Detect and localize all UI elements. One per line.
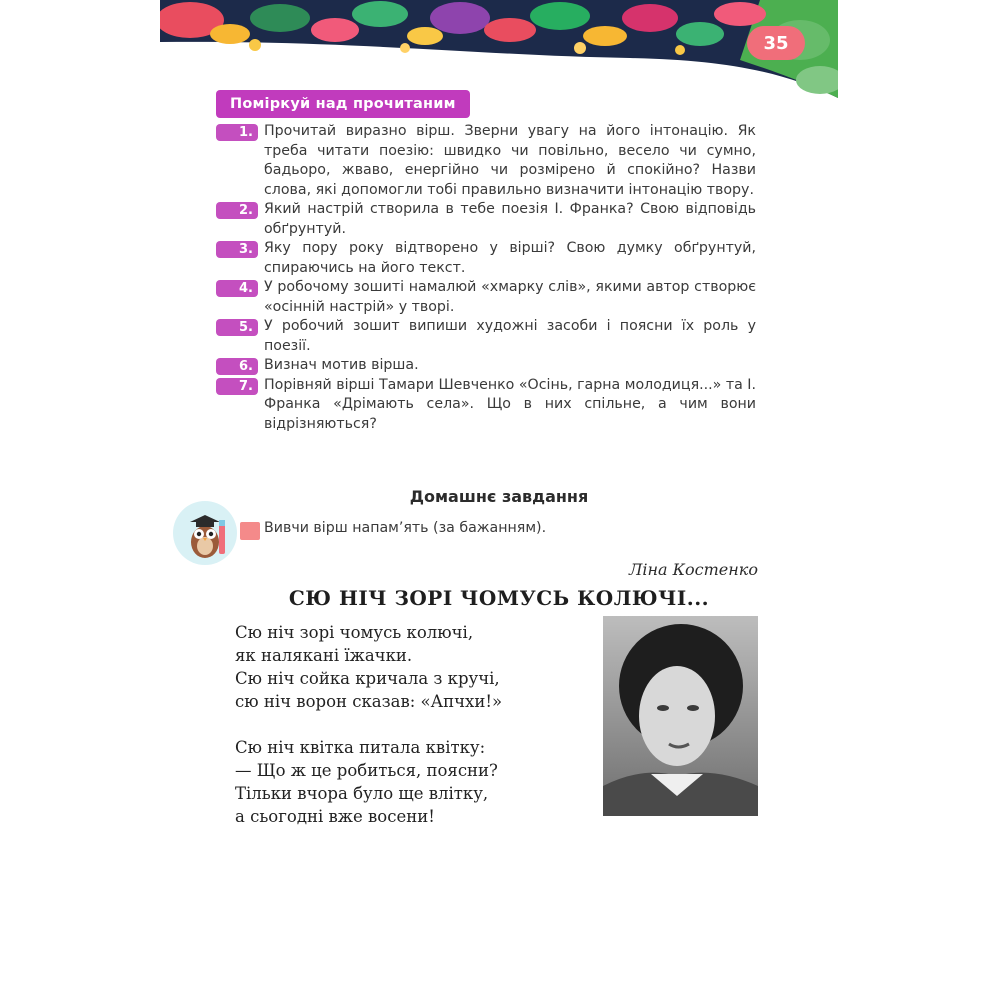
section-title: Поміркуй над прочитаним bbox=[216, 90, 470, 118]
poem-stanza bbox=[235, 736, 575, 828]
task-list bbox=[216, 122, 756, 434]
poem-line: сю ніч ворон сказав: «Апчхи!» bbox=[235, 692, 503, 711]
task-item bbox=[216, 200, 756, 239]
poem-line: Сю ніч зорі чомусь колючі, bbox=[235, 623, 474, 642]
poem-title: СЮ НІЧ ЗОРІ ЧОМУСЬ КОЛЮЧІ... bbox=[288, 586, 710, 610]
poem-line: — Що ж це робиться, поясни? bbox=[235, 761, 498, 780]
task-number: 3. bbox=[216, 241, 258, 258]
homework-title: Домашнє завдання bbox=[409, 487, 589, 506]
task-item bbox=[216, 122, 756, 200]
homework-text: Вивчи вірш напам’ять (за бажанням). bbox=[264, 520, 547, 536]
poem-line: Тільки вчора було ще влітку, bbox=[235, 784, 489, 803]
task-number: 6. bbox=[216, 358, 258, 375]
task-item bbox=[216, 317, 756, 356]
task-text: Порівняй вірші Тамари Шевченко «Осінь, гарна молодиця...» та І. Франка «Дрімають села». Що в них спільне, а чим вони відрізняються? bbox=[264, 376, 756, 432]
task-item bbox=[216, 239, 756, 278]
page-number-badge: 35 bbox=[747, 26, 805, 60]
task-text: У робочому зошиті намалюй «хмарку слів», якими автор створює «осінній настрій» у творі. bbox=[264, 279, 756, 315]
poem-stanza bbox=[235, 621, 575, 713]
poem-body bbox=[235, 621, 575, 851]
task-text: Визнач мотив вірша. bbox=[264, 357, 419, 373]
author-portrait bbox=[603, 616, 758, 816]
poem-author: Ліна Костенко bbox=[629, 560, 758, 579]
task-text: Яку пору року відтворено у вірші? Свою думку обґрунтуй, спираючись на його текст. bbox=[264, 240, 756, 276]
task-item bbox=[216, 356, 756, 376]
poem-line: як налякані їжачки. bbox=[235, 646, 413, 665]
task-text: У робочий зошит випиши художні засоби і поясни їх роль у поезії. bbox=[264, 318, 756, 354]
owl-student-icon bbox=[172, 500, 238, 566]
task-item bbox=[216, 278, 756, 317]
homework-marker bbox=[240, 522, 260, 540]
floral-banner bbox=[160, 0, 838, 98]
task-text: Прочитай виразно вірш. Зверни увагу на його інтонацію. Як треба читати поезію: швидко чи повільно, весело чи сумно, бадьоро, жваво, енергійно чи розмірено й спокійно? Назви слова, які допомогли тобі правильно визначити інтонацію твору. bbox=[264, 123, 756, 198]
task-number: 7. bbox=[216, 378, 258, 395]
poem-line: Сю ніч сойка кричала з кручі, bbox=[235, 669, 500, 688]
task-number: 1. bbox=[216, 124, 258, 141]
floral-illustration-icon bbox=[160, 0, 838, 98]
poem-line: а сьогодні вже восени! bbox=[235, 807, 435, 826]
task-text: Який настрій створила в тебе поезія І. Франка? Свою відповідь обґрунтуй. bbox=[264, 201, 756, 237]
poem-line: Сю ніч квітка питала квітку: bbox=[235, 738, 486, 757]
task-number: 5. bbox=[216, 319, 258, 336]
task-number: 4. bbox=[216, 280, 258, 297]
textbook-page bbox=[160, 0, 838, 1000]
task-number: 2. bbox=[216, 202, 258, 219]
task-item bbox=[216, 376, 756, 435]
